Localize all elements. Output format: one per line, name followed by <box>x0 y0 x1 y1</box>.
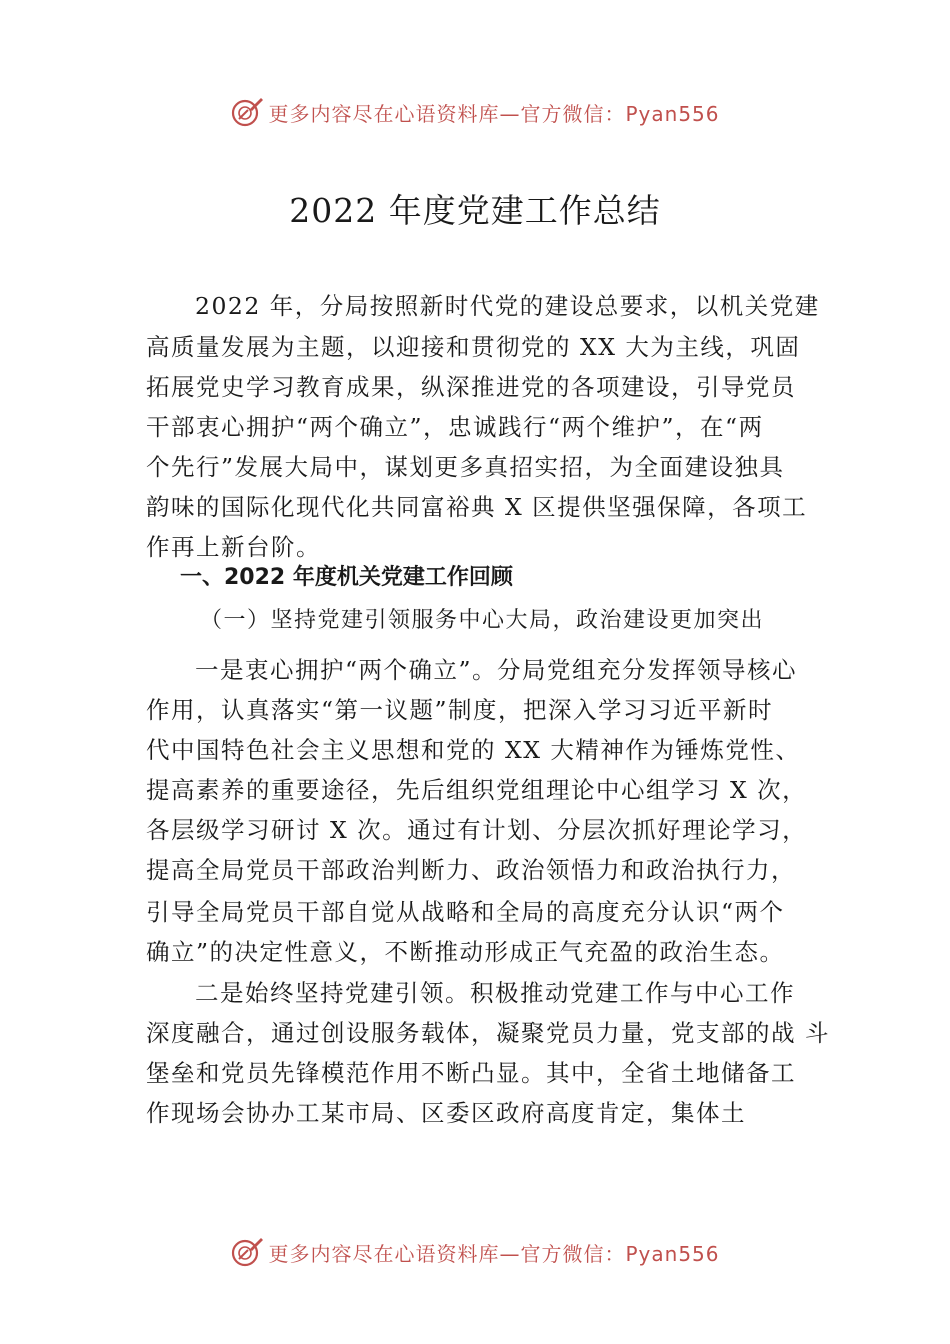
paragraph-line: 作再上新台阶。 <box>146 533 321 561</box>
paragraph-line: 一是衷心拥护“两个确立”。分局党组充分发挥领导核心 <box>195 656 798 684</box>
paragraph-line: 二是始终坚持党建引领。积极推动党建工作与中心工作 <box>195 979 795 1007</box>
banner-text: 更多内容尽在心语资料库—官方微信：Pyan556 <box>268 101 720 126</box>
paragraph-line: 提高素养的重要途径，先后组织党组理论中心组学习 X 次， <box>146 776 808 804</box>
paragraph-line: 韵味的国际化现代化共同富裕典 X 区提供坚强保障，各项工 <box>146 493 808 521</box>
paragraph-line: 个先行”发展大局中，谋划更多真招实招，为全面建设独具 <box>146 453 785 481</box>
wechat-id: Pyan556 <box>625 101 720 126</box>
section-heading: 一、2022 年度机关党建工作回顾 <box>180 565 513 590</box>
paragraph-line: 引导全局党员干部自觉从战略和全局的高度充分认识“两个 <box>146 898 785 926</box>
document-title: 2022 年度党建工作总结 <box>289 191 661 230</box>
footer-banner <box>0 1232 950 1272</box>
paragraph-line: 干部衷心拥护“两个确立”，忠诚践行“两个维护”，在“两 <box>146 413 764 441</box>
paragraph-line: 深度融合，通过创设服务载体，凝聚党员力量，党支部的战 斗 <box>146 1019 830 1047</box>
pen-logo-icon <box>230 1235 264 1269</box>
paragraph-line: 拓展党史学习教育成果，纵深推进党的各项建设，引导党员 <box>146 373 796 401</box>
paragraph-line: 作用，认真落实“第一议题”制度，把深入学习习近平新时 <box>146 696 774 724</box>
paragraph-line: 2022 年，分局按照新时代党的建设总要求，以机关党建 <box>195 292 820 320</box>
paragraph-line: 确立”的决定性意义，不断推动形成正气充盈的政治生态。 <box>146 938 785 966</box>
paragraph-line: 堡垒和党员先锋模范作用不断凸显。其中，全省土地储备工 <box>146 1059 796 1087</box>
paragraph-line: 各层级学习研讨 X 次。通过有计划、分层次抓好理论学习， <box>146 816 808 844</box>
pen-logo-icon <box>230 95 264 129</box>
wechat-id: Pyan556 <box>625 1241 720 1266</box>
paragraph-line: 高质量发展为主题，以迎接和贯彻党的 XX 大为主线，巩固 <box>146 333 801 361</box>
subsection-heading: （一）坚持党建引领服务中心大局，政治建设更加突出 <box>200 608 765 633</box>
paragraph-line: 提高全局党员干部政治判断力、政治领悟力和政治执行力， <box>146 856 796 884</box>
paragraph-line: 作现场会协办工某市局、区委区政府高度肯定，集体土 <box>146 1099 746 1127</box>
header-banner <box>0 92 950 132</box>
banner-text: 更多内容尽在心语资料库—官方微信：Pyan556 <box>268 1241 720 1266</box>
paragraph-line: 代中国特色社会主义思想和党的 XX 大精神作为锤炼党性、 <box>146 736 801 764</box>
